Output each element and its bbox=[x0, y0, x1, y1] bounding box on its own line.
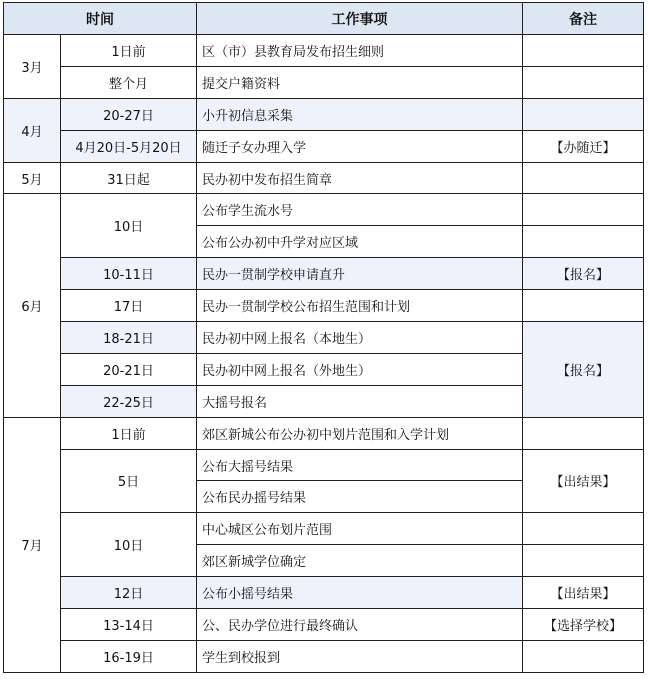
table-row bbox=[4, 258, 644, 290]
note-cell bbox=[523, 290, 644, 322]
table-row bbox=[4, 130, 644, 162]
date-cell: 17日 bbox=[61, 290, 197, 322]
date-cell: 20-27日 bbox=[61, 98, 197, 130]
note-cell: 【选择学校】 bbox=[523, 609, 644, 641]
task-cell: 民办初中网上报名（外地生） bbox=[197, 353, 523, 385]
date-cell: 10-11日 bbox=[61, 258, 197, 290]
table-row bbox=[4, 449, 644, 481]
table-row bbox=[4, 417, 644, 449]
note-cell bbox=[523, 162, 644, 194]
header-time: 时间 bbox=[4, 3, 197, 35]
table-row bbox=[4, 35, 644, 67]
month-cell: 4月 bbox=[4, 98, 61, 162]
enrollment-schedule-table bbox=[3, 2, 644, 673]
note-cell: 【办随迁】 bbox=[523, 130, 644, 162]
note-cell bbox=[523, 226, 644, 258]
table-row bbox=[4, 66, 644, 98]
table-row bbox=[4, 290, 644, 322]
task-cell: 郊区新城学位确定 bbox=[197, 545, 523, 577]
schedule-table-wrapper bbox=[3, 2, 644, 673]
table-row bbox=[4, 640, 644, 672]
date-cell: 12日 bbox=[61, 577, 197, 609]
task-cell: 公布大摇号结果 bbox=[197, 449, 523, 481]
note-cell bbox=[523, 513, 644, 545]
note-cell bbox=[523, 640, 644, 672]
table-row bbox=[4, 513, 644, 545]
table-row bbox=[4, 162, 644, 194]
task-cell: 大摇号报名 bbox=[197, 385, 523, 417]
task-cell: 学生到校报到 bbox=[197, 640, 523, 672]
note-cell: 【出结果】 bbox=[523, 577, 644, 609]
note-cell bbox=[523, 66, 644, 98]
note-cell bbox=[523, 98, 644, 130]
date-cell: 13-14日 bbox=[61, 609, 197, 641]
task-cell: 民办初中网上报名（本地生） bbox=[197, 322, 523, 354]
note-cell: 【报名】 bbox=[523, 258, 644, 290]
month-cell: 7月 bbox=[4, 417, 61, 672]
date-cell: 10日 bbox=[61, 513, 197, 577]
task-cell: 区（市）县教育局发布招生细则 bbox=[197, 35, 523, 67]
note-cell bbox=[523, 417, 644, 449]
table-row bbox=[4, 577, 644, 609]
header-task: 工作事项 bbox=[197, 3, 523, 35]
date-cell: 10日 bbox=[61, 194, 197, 258]
header-row bbox=[4, 3, 644, 35]
date-cell: 5日 bbox=[61, 449, 197, 513]
table-row bbox=[4, 609, 644, 641]
date-cell: 31日起 bbox=[61, 162, 197, 194]
date-cell: 22-25日 bbox=[61, 385, 197, 417]
task-cell: 公布公办初中升学对应区域 bbox=[197, 226, 523, 258]
task-cell: 中心城区公布划片范围 bbox=[197, 513, 523, 545]
note-cell bbox=[523, 545, 644, 577]
task-cell: 随迁子女办理入学 bbox=[197, 130, 523, 162]
task-cell: 公、民办学位进行最终确认 bbox=[197, 609, 523, 641]
task-cell: 民办一贯制学校申请直升 bbox=[197, 258, 523, 290]
date-cell: 18-21日 bbox=[61, 322, 197, 354]
table-row bbox=[4, 98, 644, 130]
date-cell: 16-19日 bbox=[61, 640, 197, 672]
task-cell: 小升初信息采集 bbox=[197, 98, 523, 130]
task-cell: 公布学生流水号 bbox=[197, 194, 523, 226]
task-cell: 公布小摇号结果 bbox=[197, 577, 523, 609]
month-cell: 3月 bbox=[4, 35, 61, 99]
month-cell: 5月 bbox=[4, 162, 61, 194]
date-cell: 1日前 bbox=[61, 35, 197, 67]
note-cell: 【出结果】 bbox=[523, 449, 644, 513]
task-cell: 公布民办摇号结果 bbox=[197, 481, 523, 513]
date-cell: 1日前 bbox=[61, 417, 197, 449]
task-cell: 提交户籍资料 bbox=[197, 66, 523, 98]
note-cell: 【报名】 bbox=[523, 322, 644, 418]
table-row bbox=[4, 322, 644, 354]
task-cell: 郊区新城公布公办初中划片范围和入学计划 bbox=[197, 417, 523, 449]
table-row bbox=[4, 194, 644, 226]
date-cell: 4月20日-5月20日 bbox=[61, 130, 197, 162]
header-note: 备注 bbox=[523, 3, 644, 35]
date-cell: 20-21日 bbox=[61, 353, 197, 385]
task-cell: 民办一贯制学校公布招生范围和计划 bbox=[197, 290, 523, 322]
task-cell: 民办初中发布招生简章 bbox=[197, 162, 523, 194]
note-cell bbox=[523, 35, 644, 67]
note-cell bbox=[523, 194, 644, 226]
month-cell: 6月 bbox=[4, 194, 61, 417]
date-cell: 整个月 bbox=[61, 66, 197, 98]
